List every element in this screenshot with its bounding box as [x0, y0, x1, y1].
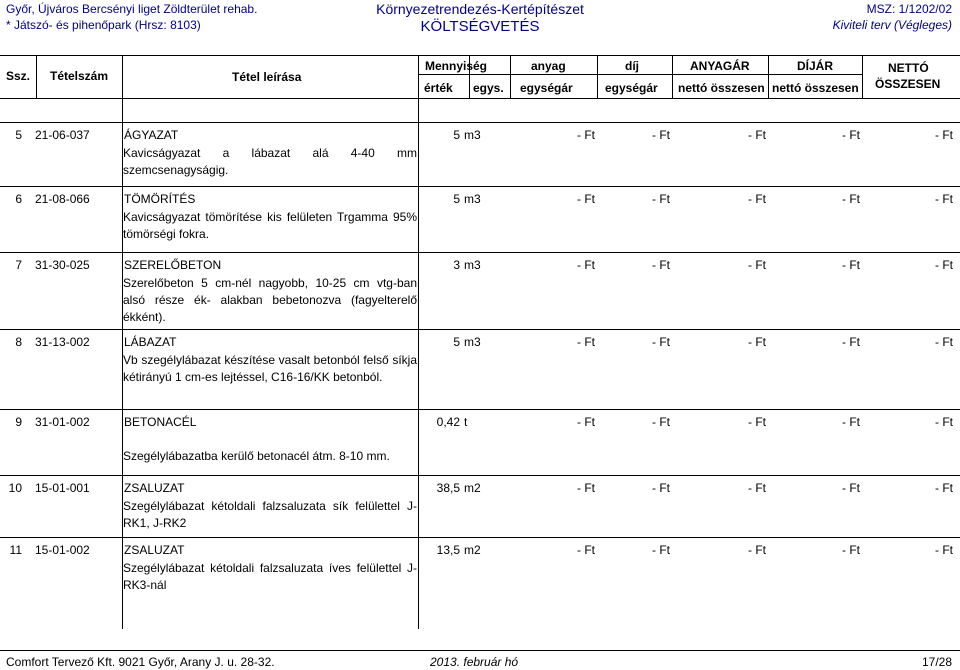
row-material-total: - Ft	[748, 335, 766, 349]
col-leiras: Tétel leírása	[232, 70, 302, 84]
row-fee-unit-price: - Ft	[652, 335, 670, 349]
row-material-total: - Ft	[748, 415, 766, 429]
row-unit: m3	[464, 258, 481, 272]
row-net-total: - Ft	[935, 192, 953, 206]
row-fee-total: - Ft	[842, 258, 860, 272]
col-anyagar-sub: nettó összesen	[678, 81, 765, 95]
row-quantity: 0,42	[436, 415, 460, 429]
row-title: TÖMÖRÍTÉS	[124, 192, 196, 206]
col-anyagar: ANYAGÁR	[690, 59, 750, 73]
row-fee-unit-price: - Ft	[652, 192, 670, 206]
document-title: KÖLTSÉGVETÉS	[420, 18, 540, 35]
row-material-total: - Ft	[748, 258, 766, 272]
col-ertek: érték	[424, 81, 453, 95]
col-ssz: Ssz.	[6, 69, 31, 83]
row-fee-total: - Ft	[842, 128, 860, 142]
row-fee-unit-price: - Ft	[652, 481, 670, 495]
table-header	[0, 55, 960, 99]
row-unit: m2	[464, 543, 481, 557]
document-number: MSZ: 1/1202/02	[866, 2, 952, 16]
row-unit: m3	[464, 192, 481, 206]
row-title: LÁBAZAT	[124, 335, 177, 349]
row-ssz: 10	[8, 481, 22, 495]
row-fee-unit-price: - Ft	[652, 128, 670, 142]
row-net-total: - Ft	[935, 543, 953, 557]
row-ssz: 9	[15, 415, 22, 429]
row-net-total: - Ft	[935, 258, 953, 272]
row-description: Kavicságyazat a lábazat alá 4-40 mm szemcsenagyságig.	[123, 146, 417, 177]
row-description: Vb szegélylábazat készítése vasalt betonból felső síkja kétirányú 1 cm-es lejtéssel, C16-16/KK betonból.	[123, 353, 417, 384]
row-quantity: 13,5	[436, 543, 460, 557]
page-header	[0, 0, 960, 36]
row-quantity: 5	[453, 128, 460, 142]
row-title: ÁGYAZAT	[124, 128, 179, 142]
row-material-total: - Ft	[748, 192, 766, 206]
row-net-total: - Ft	[935, 481, 953, 495]
row-code: 31-13-002	[35, 335, 90, 349]
row-title: ZSALUZAT	[124, 481, 185, 495]
row-unit: m3	[464, 335, 481, 349]
row-ssz: 11	[9, 543, 22, 557]
row-fee-total: - Ft	[842, 335, 860, 349]
row-material-total: - Ft	[748, 543, 766, 557]
row-title: SZERELŐBETON	[124, 258, 222, 272]
row-description: Szegélylábazat kétoldali falzsaluzata íves felülettel J-RK3-nál	[123, 561, 417, 592]
row-fee-total: - Ft	[842, 192, 860, 206]
row-fee-unit-price: - Ft	[652, 258, 670, 272]
project-subtitle: * Játszó- és pihenőpark (Hrsz: 8103)	[6, 18, 201, 32]
row-fee-total: - Ft	[842, 481, 860, 495]
row-quantity: 3	[453, 258, 460, 272]
col-anyag-sub: egységár	[520, 81, 573, 95]
col-dijar-sub: nettó összesen	[772, 81, 859, 95]
row-material-unit-price: - Ft	[577, 415, 595, 429]
row-net-total: - Ft	[935, 335, 953, 349]
row-fee-unit-price: - Ft	[652, 415, 670, 429]
col-anyag: anyag	[531, 59, 566, 73]
row-material-unit-price: - Ft	[577, 258, 595, 272]
footer-company: Comfort Tervező Kft. 9021 Győr, Arany J. u. 28-32.	[6, 655, 275, 669]
row-material-unit-price: - Ft	[577, 543, 595, 557]
row-material-unit-price: - Ft	[577, 128, 595, 142]
row-description: Kavicságyazat tömörítése kis felületen Trgamma 95% tömörségi fokra.	[123, 210, 417, 241]
discipline-title: Környezetrendezés-Kertépítészet	[376, 1, 584, 17]
row-code: 15-01-001	[35, 481, 90, 495]
row-material-total: - Ft	[748, 128, 766, 142]
row-quantity: 5	[453, 192, 460, 206]
row-code: 31-30-025	[35, 258, 90, 272]
page-footer	[0, 650, 960, 670]
row-fee-total: - Ft	[842, 543, 860, 557]
col-dij: díj	[625, 59, 639, 73]
row-quantity: 5	[453, 335, 460, 349]
plan-status: Kiviteli terv (Végleges)	[832, 18, 952, 32]
row-unit: t	[464, 415, 468, 429]
row-ssz: 8	[15, 335, 22, 349]
row-material-unit-price: - Ft	[577, 192, 595, 206]
row-quantity: 38,5	[436, 481, 460, 495]
row-ssz: 6	[15, 192, 22, 206]
row-unit: m3	[464, 128, 481, 142]
row-fee-unit-price: - Ft	[652, 543, 670, 557]
col-dij-sub: egységár	[605, 81, 658, 95]
col-mennyiseg: Mennyiség	[425, 59, 488, 73]
row-material-total: - Ft	[748, 481, 766, 495]
row-title: ZSALUZAT	[124, 543, 185, 557]
footer-date: 2013. február hó	[430, 655, 519, 669]
row-code: 15-01-002	[35, 543, 90, 557]
col-osszesen: ÖSSZESEN	[875, 77, 941, 91]
col-tetelszam: Tételszám	[50, 69, 109, 83]
row-description: Szerelőbeton 5 cm-nél nagyobb, 10-25 cm vtg-ban alsó része ék- alakban bebetonozva (fagyelterelő ékként).	[123, 276, 417, 324]
col-egys: egys.	[473, 81, 504, 95]
row-code: 21-06-037	[35, 128, 90, 142]
col-netto: NETTÓ	[888, 61, 929, 75]
row-description: Szegélylábazatba kerülő betonacél átm. 8-10 mm.	[123, 449, 390, 463]
row-code: 21-08-066	[35, 192, 90, 206]
col-dijar: DÍJÁR	[797, 59, 834, 73]
project-name: Győr, Újváros Bercsényi liget Zöldterület rehab.	[6, 2, 258, 16]
row-net-total: - Ft	[935, 128, 953, 142]
row-ssz: 7	[15, 258, 22, 272]
row-ssz: 5	[15, 128, 22, 142]
row-description: Szegélylábazat kétoldali falzsaluzata sík felülettel J-RK1, J-RK2	[123, 499, 417, 530]
row-fee-total: - Ft	[842, 415, 860, 429]
footer-page-number: 17/28	[921, 655, 952, 669]
row-title: BETONACÉL	[124, 415, 197, 429]
row-material-unit-price: - Ft	[577, 481, 595, 495]
row-material-unit-price: - Ft	[577, 335, 595, 349]
row-unit: m2	[464, 481, 481, 495]
row-code: 31-01-002	[35, 415, 90, 429]
row-net-total: - Ft	[935, 415, 953, 429]
